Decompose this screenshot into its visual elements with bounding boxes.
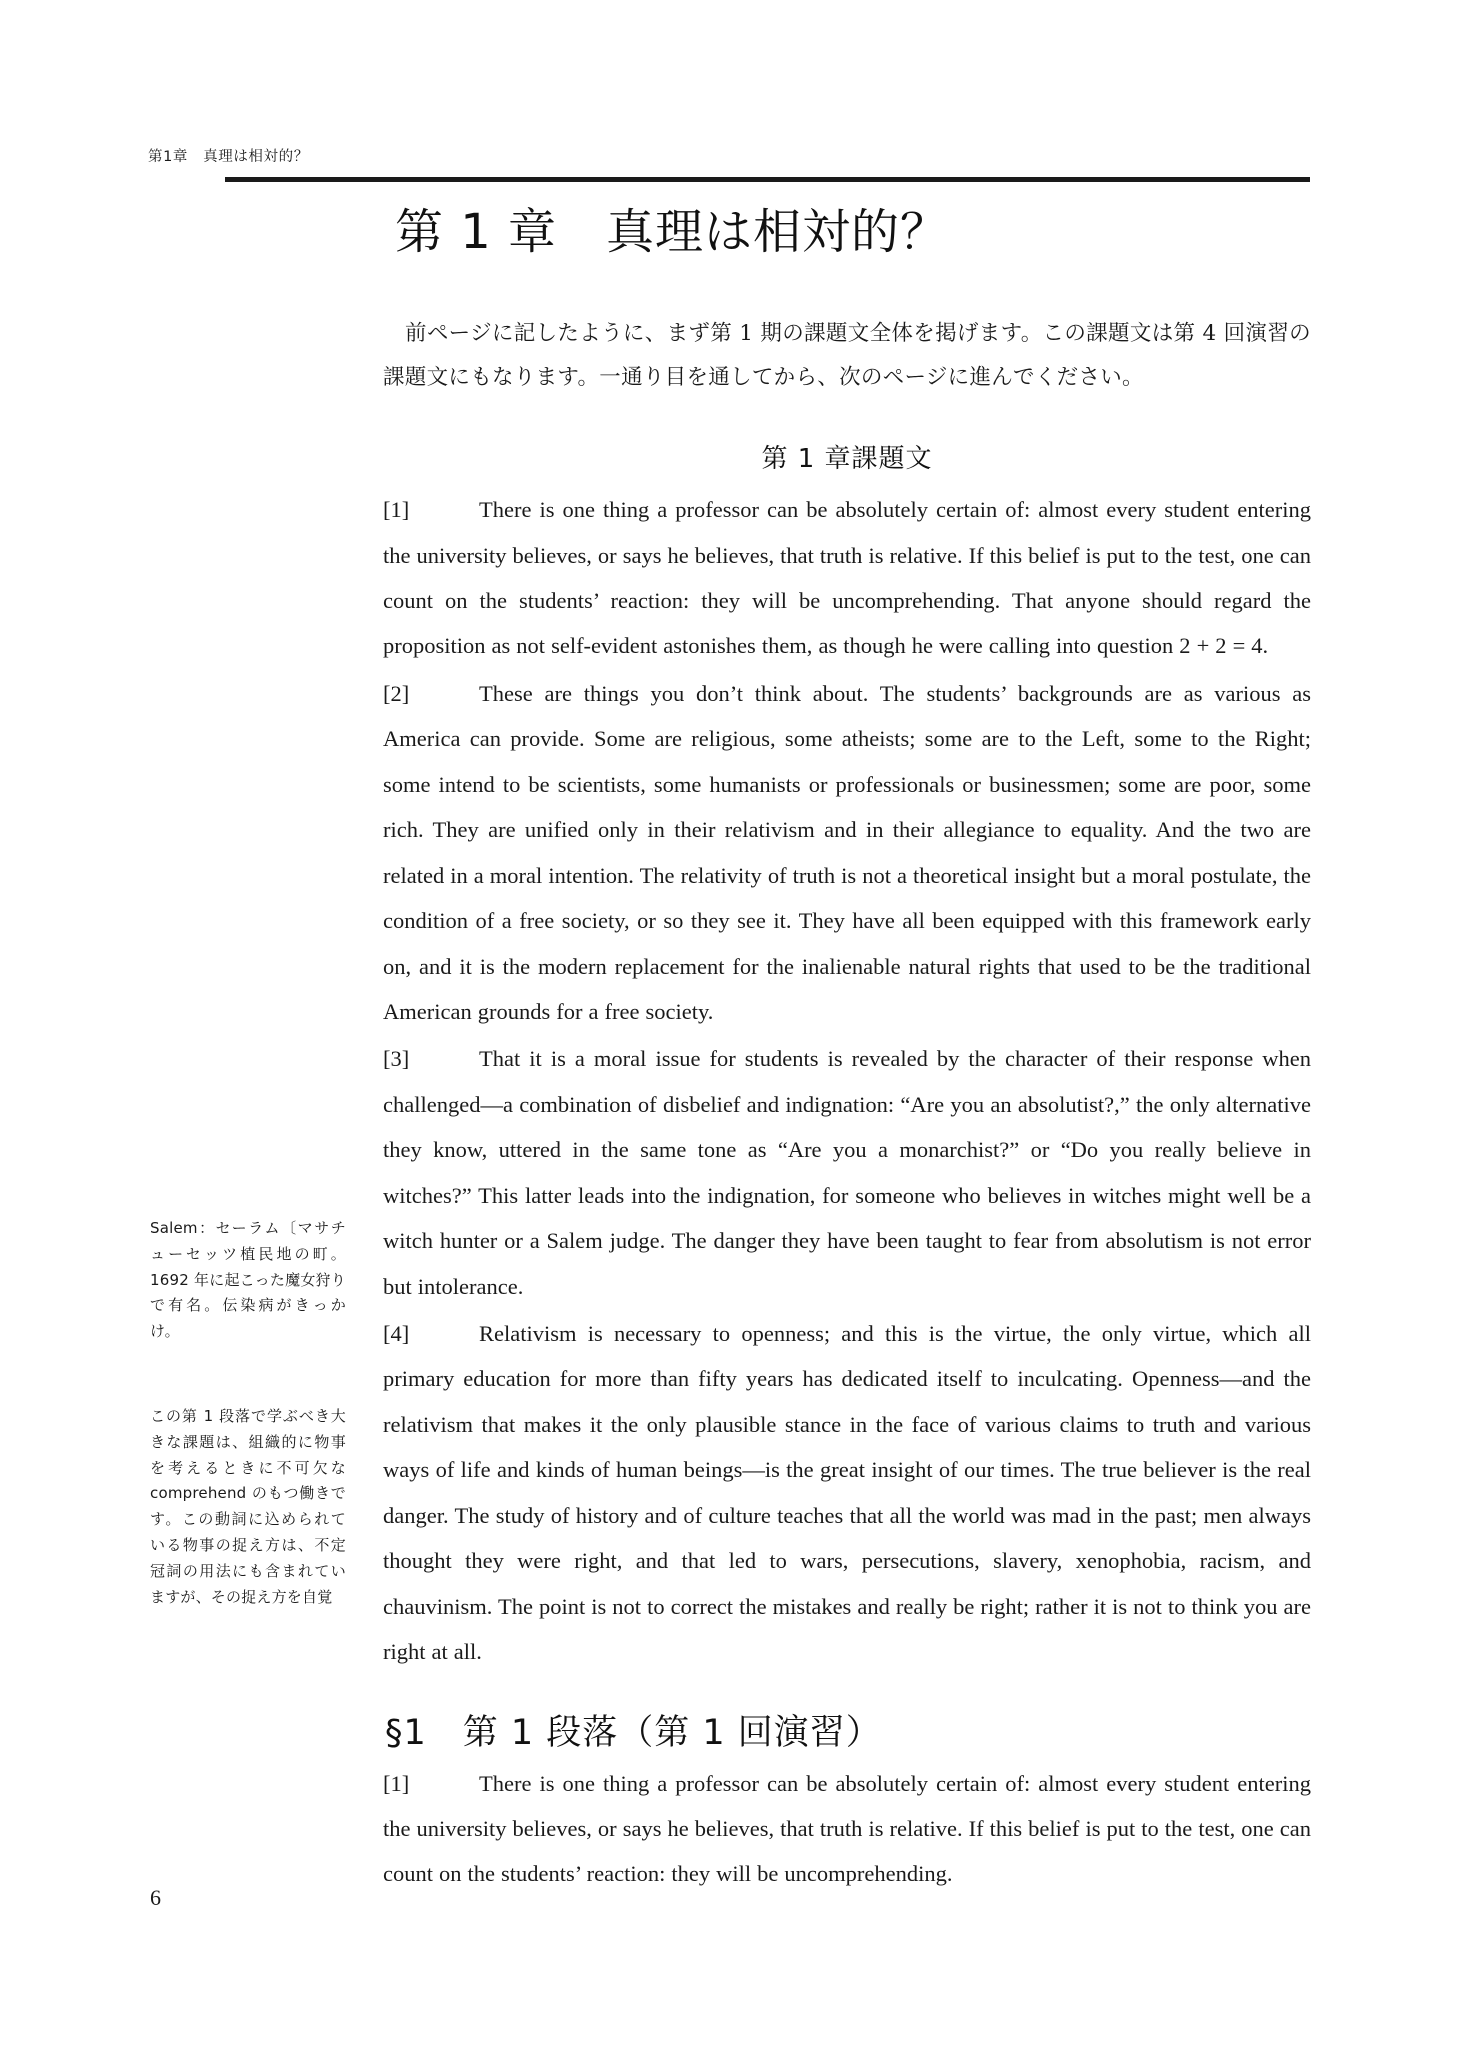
paragraph-marker: [1] bbox=[383, 1770, 410, 1796]
paragraph-marker: [4] bbox=[383, 1321, 410, 1346]
page-number: 6 bbox=[150, 1885, 161, 1910]
paragraph-marker: [2] bbox=[383, 680, 410, 706]
header-rule bbox=[225, 177, 1310, 182]
intro-paragraph: 前ページに記したように、まず第 1 期の課題文全体を掲げます。この課題文は第 4 回演習の課題文にもなります。一通り目を通してから、次のページに進んでください。 bbox=[383, 321, 1311, 391]
section-heading: §1 第 1 段落（第 1 回演習） bbox=[385, 1712, 882, 1753]
main-text-column bbox=[383, 188, 1311, 1899]
running-header: 第1章 真理は相対的？ bbox=[148, 149, 309, 165]
paragraph-text: That it is a moral issue for students is revealed by the character of their response when challenged—a combination of disbelief and indignation: “Are you an absolutist?,” the only alternative they know, uttered in the same tone as “Are you a monarchist?” or “Do you really believe in witches?” This latter leads into the indignation, for someone who believes in witches might well be a witch hunter or a Salem judge. The danger they have been taught to fear from absolutism is not error but intolerance. bbox=[383, 1046, 1311, 1299]
passage-paragraph bbox=[383, 1311, 1311, 1675]
section1-paragraph bbox=[383, 1761, 1311, 1897]
passage-paragraph bbox=[383, 487, 1311, 669]
paragraph-text: These are things you don’t think about. The students’ backgrounds are as various as America can provide. Some are religious, some atheists; some are to the Left, some to the Right; some intend to be scientists, some humanists or professionals or businessmen; some are poor, some rich. They are unified only in their relativism and in their allegiance to equality. And the two are related in a moral intention. The relativity of truth is not a theoretical insight but a moral postulate, the condition of a free society, or so they see it. They have all been equipped with this framework early on, and it is the modern replacement for the inalienable natural rights that used to be the traditional American grounds for a free society. bbox=[383, 680, 1311, 1024]
page-title: 第 1 章 真理は相対的？ bbox=[395, 204, 950, 260]
passage-paragraph bbox=[383, 1036, 1311, 1309]
paragraph-text: There is one thing a professor can be absolutely certain of: almost every student entering the university believes, or says he believes, that truth is relative. If this belief is put to the test, one can count on the students’ reaction: they will be uncomprehending. That anyone should regard the proposition as not self-evident astonishes them, as though he were calling into question 2 + 2 = 4. bbox=[383, 497, 1311, 659]
sidenote-comprehend: この第 1 段落で学ぶべき大きな課題は、組織的に物事を考えるときに不可欠な comprehend のもつ働きです。この動詞に込められている物事の捉え方は、不定冠詞の用法にも含まれていますが、その捉え方を自覚 bbox=[150, 1407, 346, 1606]
paragraph-marker: [1] bbox=[383, 497, 410, 523]
paragraph-text: There is one thing a professor can be absolutely certain of: almost every student entering the university believes, or says he believes, that truth is relative. If this belief is put to the test, one can count on the students’ reaction: they will be uncomprehending. bbox=[383, 1770, 1311, 1887]
paragraph-text: Relativism is necessary to openness; and this is the virtue, the only virtue, which all primary education for more than fifty years has dedicated itself to inculcating. Openness—and the relativism that makes it the only plausible stance in the face of various claims to truth and various ways of life and kinds of human beings—is the great insight of our times. The true believer is the real danger. The study of history and of culture teaches that all the world was mad in the past; men always thought they were right, and that led to wars, persecutions, slavery, xenophobia, racism, and chauvinism. The point is not to correct the mistakes and really be right; rather it is not to think you are right at all. bbox=[383, 1321, 1311, 1665]
sidenote-salem: Salem：セーラム〔マサチューセッツ植民地の町。1692 年に起こった魔女狩りで有名。伝染病がきっかけ。 bbox=[150, 1219, 346, 1341]
passage-paragraph bbox=[383, 671, 1311, 1035]
paragraph-marker: [3] bbox=[383, 1046, 410, 1072]
passage-heading: 第 1 章課題文 bbox=[761, 444, 933, 475]
